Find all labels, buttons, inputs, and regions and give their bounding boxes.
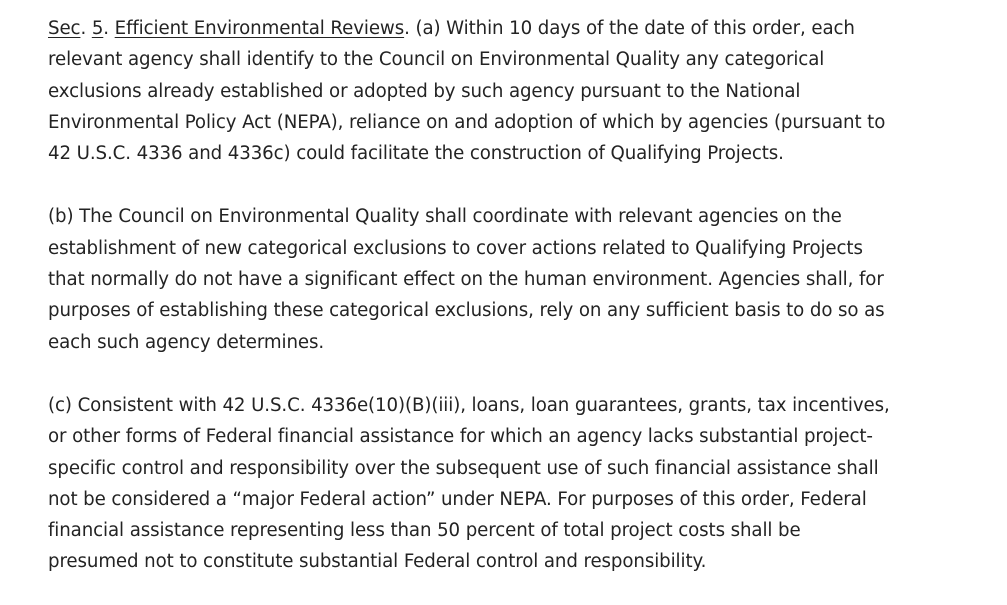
paragraph-c xyxy=(48,390,948,578)
paragraph-a-line-5: 42 U.S.C. 4336 and 4336c) could facilitate the construction of Qualifying Projects. xyxy=(48,143,784,165)
paragraph-a-text: (a) Within 10 days of the date of this order, each xyxy=(415,18,855,39)
paragraph-b-line-3: that normally do not have a significant effect on the human environment. Agencies shall, for xyxy=(48,269,884,291)
paragraph-c-line-5: financial assistance representing less than 50 percent of total project costs shall be xyxy=(48,520,801,542)
paragraph-a-line-1: Sec. 5. Efficient Environmental Reviews. (a) Within 10 days of the date of this order, each xyxy=(48,18,855,39)
paragraph-c-line-3: specific control and responsibility over the subsequent use of such financial assistance shall xyxy=(48,457,879,479)
paragraph-a-line-3: exclusions already established or adopted by such agency pursuant to the National xyxy=(48,80,801,102)
paragraph-a-line-2: relevant agency shall identify to the Council on Environmental Quality any categorical xyxy=(48,49,825,71)
paragraph-b-line-1: (b) The Council on Environmental Quality shall coordinate with relevant agencies on the xyxy=(48,206,842,228)
paragraph-b-line-2: establishment of new categorical exclusions to cover actions related to Qualifying Projects xyxy=(48,237,863,259)
paragraph-c-line-6: presumed not to constitute substantial Federal control and responsibility. xyxy=(48,551,707,573)
paragraph-b xyxy=(48,201,948,357)
document-body xyxy=(48,13,948,578)
paragraph-b-line-4: purposes of establishing these categorical exclusions, rely on any sufficient basis to do so as xyxy=(48,300,885,322)
paragraph-b-line-5: each such agency determines. xyxy=(48,331,325,353)
section-heading: Efficient Environmental Reviews xyxy=(114,18,405,39)
paragraph-c-line-4: not be considered a “major Federal action” under NEPA. For purposes of this order, Federal xyxy=(48,488,867,510)
section-label: Sec xyxy=(48,18,81,39)
section-number: 5 xyxy=(91,18,104,39)
paragraph-c-line-1: (c) Consistent with 42 U.S.C. 4336e(10)(B)(iii), loans, loan guarantees, grants, tax incentives, xyxy=(48,394,890,416)
paragraph-a xyxy=(48,13,948,169)
paragraph-c-line-2: or other forms of Federal financial assistance for which an agency lacks substantial project- xyxy=(48,426,873,448)
paragraph-a-line-4: Environmental Policy Act (NEPA), reliance on and adoption of which by agencies (pursuant to xyxy=(48,111,886,133)
